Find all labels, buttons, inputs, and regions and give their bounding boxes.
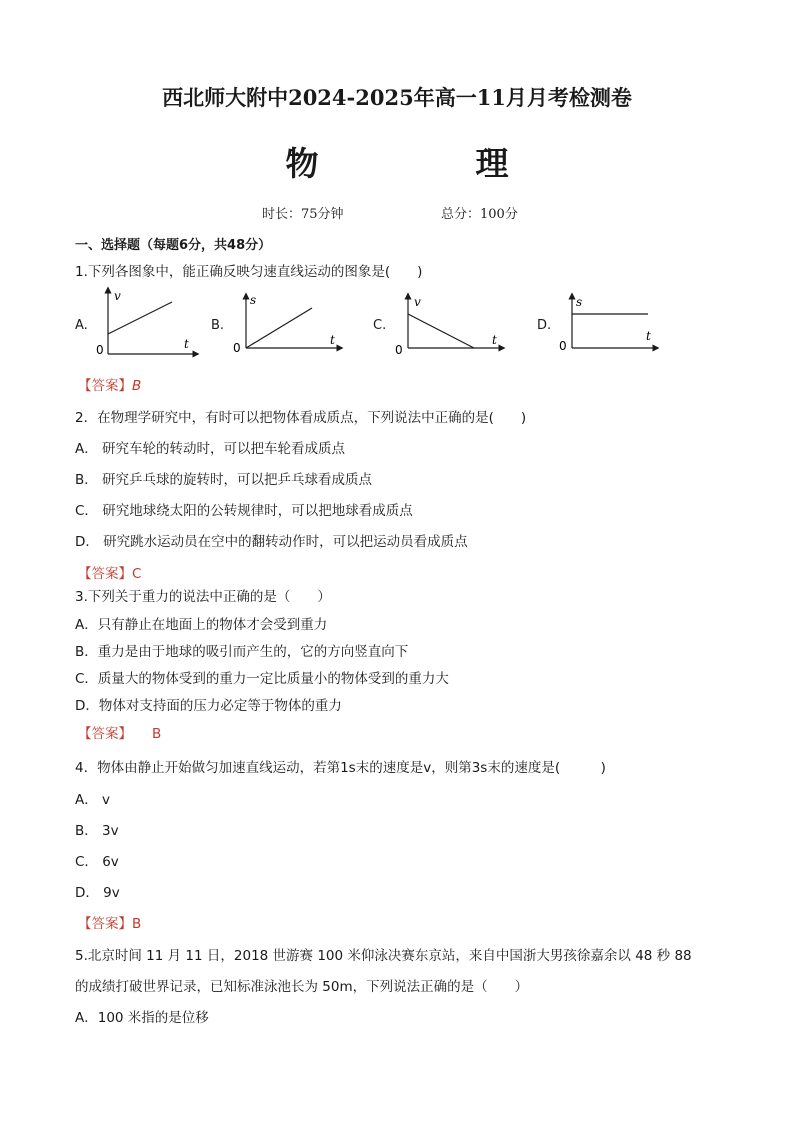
answer-value: B: [132, 916, 142, 932]
q2-option-c: C． 研究地球绕太阳的公转规律时，可以把地球看成质点: [75, 503, 413, 519]
q1-graph-c-origin: 0: [395, 343, 403, 356]
q4-option-c: C． 6v: [75, 854, 119, 870]
q4-answer: [78, 912, 141, 932]
q1-graph-b-x-label: t: [330, 333, 335, 347]
answer-label: 【答案】: [78, 916, 132, 932]
question-2-stem: 2．在物理学研究中，有时可以把物体看成质点，下列说法中正确的是( ): [75, 410, 527, 426]
q1-graph-a-y-label: v: [114, 289, 121, 303]
q1-option-d-label: D.: [537, 318, 552, 333]
q2-option-d: D． 研究跳水运动员在空中的翻转动作时，可以把运动员看成质点: [75, 534, 468, 550]
q1-graph-d-x-label: t: [646, 329, 651, 343]
question-1-stem: 1.下列各图象中，能正确反映匀速直线运动的图象是( ): [75, 264, 423, 280]
q1-graph-d: [556, 290, 666, 356]
q1-answer: [78, 374, 141, 394]
q1-option-c-label: C.: [373, 318, 387, 333]
q2-answer: [78, 562, 141, 582]
question-5-stem-line-1: 5.北京时间 11 月 11 日，2018 世游赛 100 米仰泳决赛东京站，来自中国浙大男孩徐嘉余以 48 秒 88: [75, 948, 692, 964]
q1-option-a-label: A.: [75, 318, 88, 333]
answer-value: C: [132, 566, 142, 582]
q1-graph-b-y-label: s: [250, 293, 257, 307]
answer-value: B: [132, 378, 142, 394]
question-3-stem: 3.下列关于重力的说法中正确的是（ ）: [75, 589, 331, 605]
answer-label: 【答案】: [78, 378, 132, 394]
question-5-stem-line-2: 的成绩打破世界记录，已知标准泳池长为 50m，下列说法正确的是（ ）: [75, 979, 529, 995]
q3-option-c: C．质量大的物体受到的重力一定比质量小的物体受到的重力大: [75, 671, 449, 687]
q1-graph-d-y-label: s: [576, 295, 583, 309]
q3-option-a: A．只有静止在地面上的物体才会受到重力: [75, 617, 328, 633]
q1-option-b-label: B.: [211, 318, 225, 333]
q1-graph-d-origin: 0: [559, 339, 567, 353]
q2-option-a: A． 研究车轮的转动时，可以把车轮看成质点: [75, 441, 346, 457]
q1-graph-a-x-label: t: [184, 337, 189, 351]
q1-graph-c: [392, 290, 512, 356]
answer-label: 【答案】: [78, 726, 132, 742]
q3-option-b: B．重力是由于地球的吸引而产生的，它的方向竖直向下: [75, 644, 409, 660]
subject-title: 物 理: [285, 144, 571, 183]
answer-label: 【答案】: [78, 566, 132, 582]
q4-option-d: D． 9v: [75, 885, 120, 901]
q1-graph-b-origin: 0: [233, 341, 241, 355]
exam-title: 西北师大附中2024-2025年高一11月月考检测卷: [162, 85, 632, 110]
q1-graph-c-y-label: v: [414, 295, 421, 309]
exam-duration: 时长：75分钟: [262, 207, 344, 222]
q1-graph-c-x-label: t: [492, 333, 497, 347]
q1-graph-b: [230, 290, 350, 356]
q4-option-a: A． v: [75, 792, 111, 808]
q1-graph-a-origin: 0: [96, 343, 104, 357]
q1-graph-a: [92, 284, 202, 360]
q3-option-d: D．物体对支持面的压力必定等于物体的重力: [75, 698, 342, 714]
q3-answer: [78, 722, 161, 742]
question-4-stem: 4．物体由静止开始做匀加速直线运动，若第1s末的速度是v，则第3s末的速度是( ): [75, 760, 606, 776]
answer-value: B: [152, 726, 162, 742]
q4-option-b: B． 3v: [75, 823, 119, 839]
q5-option-a: A．100 米指的是位移: [75, 1010, 209, 1026]
q2-option-b: B． 研究乒乓球的旋转时，可以把乒乓球看成质点: [75, 472, 373, 488]
exam-total-score: 总分：100分: [441, 207, 518, 222]
section-heading: 一、选择题（每题6分，共48分）: [75, 238, 272, 253]
